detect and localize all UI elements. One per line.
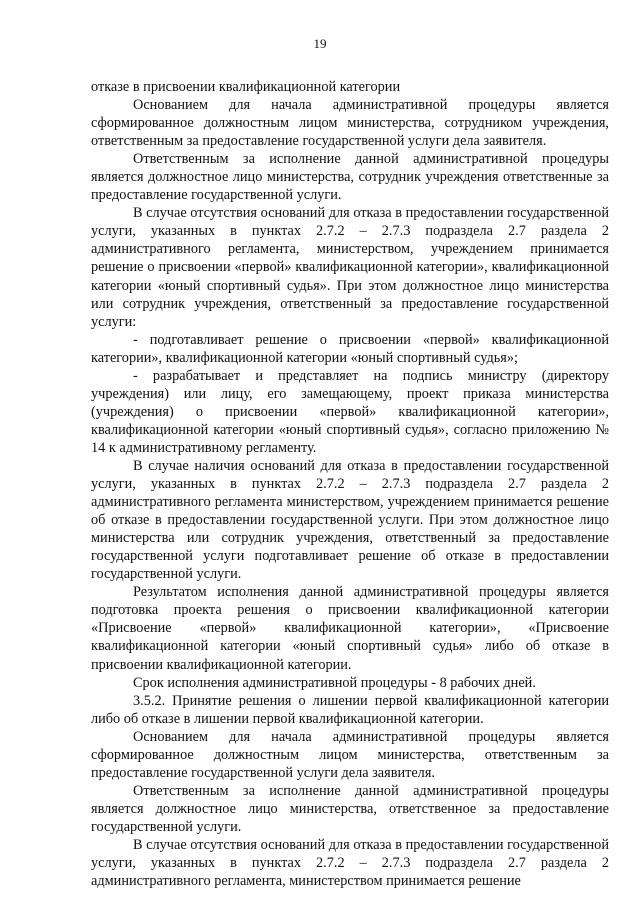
list-item: - подготавливает решение о присвоении «первой» квалификационной категории», квалификационной категории «юный спортивный судья»; <box>91 331 609 366</box>
paragraph: Срок исполнения административной процедуры - 8 рабочих дней. <box>133 674 536 691</box>
paragraph: Ответственным за исполнение данной административной процедуры является должностное лицо министерства, сотрудник учреждения ответственные за предоставление государственной услуги. <box>91 151 609 204</box>
paragraph: В случае отсутствия оснований для отказа в предоставлении государственной услуги, указанных в пунктах 2.7.2 – 2.7.3 подраздела 2.7 раздела 2 административного регламента, министерством, учреждением принимается решение о присвоении «первой» квалификационной категории», квалификационной категории «юный спортивный судья». При этом должностное лицо министерства или сотрудник учреждения, ответственный за предоставление государственной услуги: <box>91 205 609 330</box>
paragraph: Основанием для начала административной процедуры является сформированное должностным лицом министерства, ответственным за предоставление государственной услуги дела заявителя. <box>91 728 609 781</box>
paragraph-continuation: отказе в присвоении квалификационной категории <box>91 79 401 95</box>
paragraph: В случае отсутствия оснований для отказа в предоставлении государственной услуги, указанных в пунктах 2.7.2 – 2.7.3 подраздела 2.7 раздела 2 административного регламента, министерством принимается решение <box>91 836 609 890</box>
list-item: - разрабатывает и представляет на подпись министру (директору учреждения) или лицу, его замещающему, проект приказа министерства (учреждения) о присвоении «первой» квалификационной категории», квалификационной категории «юный спортивный судья», согласно приложению № 14 к административному регламенту. <box>91 367 609 456</box>
document-body <box>91 78 609 890</box>
paragraph: Результатом исполнения данной административной процедуры является подготовка проекта решения о присвоении квалификационной категории «Присвоение «первой» квалификационной категории», «Присвоение квалификационной категории «юный спортивный судья» либо об отказе в присвоении квалификационной категории. <box>91 584 609 673</box>
paragraph: Ответственным за исполнение данной административной процедуры является должностное лицо министерства, ответственное за предоставление государственной услуги. <box>91 782 609 835</box>
section-heading: 3.5.2. Принятие решения о лишении первой квалификационной категории либо об отказе в лишении первой квалификационной категории. <box>91 692 609 727</box>
page-number: 19 <box>313 36 327 51</box>
paragraph: Основанием для начала административной процедуры является сформированное должностным лицом министерства, сотрудником учреждения, ответственным за предоставление государственной услуги дела заявителя. <box>91 97 609 150</box>
paragraph: В случае наличия оснований для отказа в предоставлении государственной услуги, указанных в пунктах 2.7.2 – 2.7.3 подраздела 2.7 раздела 2 административного регламента министерством, учреждением принимается решение об отказе в предоставлении государственной услуги. При этом должностное лицо министерства или сотрудник учреждения, ответственный за предоставление государственной услуги подготавливает решение об отказе в предоставлении государственной услуги. <box>91 457 609 583</box>
